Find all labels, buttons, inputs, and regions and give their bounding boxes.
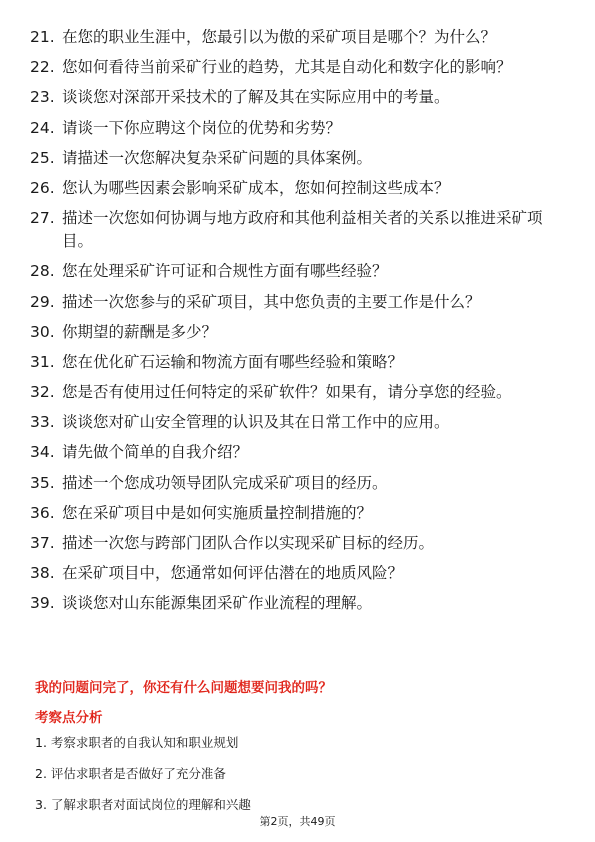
question-number: 38. bbox=[30, 564, 55, 583]
analysis-heading: 考察点分析 bbox=[35, 710, 103, 726]
question-text: 您在优化矿石运输和物流方面有哪些经验和策略？ bbox=[62, 352, 404, 371]
question-text: 你期望的薪酬是多少？ bbox=[62, 322, 218, 341]
question-text: 您是否有使用过任何特定的采矿软件？如果有，请分享您的经验。 bbox=[62, 383, 512, 402]
question-text: 谈谈您对深部开采技术的了解及其在实际应用中的考量。 bbox=[62, 88, 450, 107]
question-item bbox=[30, 472, 570, 495]
question-item bbox=[30, 117, 570, 140]
question-text: 在您的职业生涯中，您最引以为傲的采矿项目是哪个？为什么？ bbox=[62, 28, 497, 46]
question-number: 21. bbox=[30, 28, 55, 46]
question-number: 34. bbox=[30, 443, 55, 462]
question-text: 您在处理采矿许可证和合规性方面有哪些经验？ bbox=[62, 262, 388, 281]
question-text: 您在采矿项目中是如何实施质量控制措施的？ bbox=[62, 503, 373, 522]
question-item bbox=[30, 56, 570, 79]
question-text: 请先做个简单的自我介绍？ bbox=[62, 443, 249, 462]
question-number: 27. bbox=[30, 209, 55, 228]
question-text: 描述一个您成功领导团队完成采矿项目的经历。 bbox=[62, 473, 388, 492]
question-item bbox=[30, 291, 570, 314]
question-number: 29. bbox=[30, 292, 55, 311]
question-item bbox=[30, 411, 570, 434]
question-item bbox=[30, 441, 570, 464]
question-number: 36. bbox=[30, 503, 55, 522]
question-item bbox=[30, 260, 570, 283]
question-number: 37. bbox=[30, 534, 55, 552]
question-number: 32. bbox=[30, 383, 55, 402]
question-number: 31. bbox=[30, 352, 55, 371]
question-number: 24. bbox=[30, 118, 55, 137]
question-number: 28. bbox=[30, 262, 55, 281]
question-number: 26. bbox=[30, 178, 55, 197]
question-item bbox=[30, 147, 570, 170]
question-number: 35. bbox=[30, 473, 55, 492]
question-item bbox=[30, 562, 570, 585]
analysis-item: 1. 考察求职者的自我认知和职业规划 bbox=[35, 735, 239, 750]
question-item bbox=[30, 592, 570, 615]
question-number: 39. bbox=[30, 594, 55, 613]
question-number: 30. bbox=[30, 322, 55, 341]
question-number: 23. bbox=[30, 88, 55, 107]
analysis-item: 2. 评估求职者是否做好了充分准备 bbox=[35, 766, 226, 781]
question-text: 谈谈您对矿山安全管理的认识及其在日常工作中的应用。 bbox=[62, 413, 450, 432]
question-number: 22. bbox=[30, 58, 55, 77]
question-item bbox=[30, 207, 570, 253]
question-item bbox=[30, 381, 570, 404]
question-text: 描述一次您如何协调与地方政府和其他利益相关者的关系以推进采矿项目。 bbox=[62, 209, 543, 251]
question-number: 25. bbox=[30, 148, 55, 167]
question-item bbox=[30, 177, 570, 200]
question-text: 在采矿项目中，您通常如何评估潜在的地质风险？ bbox=[62, 564, 404, 583]
closing-question: 我的问题问完了，你还有什么问题想要问我的吗？ bbox=[35, 680, 332, 696]
page-footer: 第2页，共49页 bbox=[259, 815, 336, 828]
question-item bbox=[30, 321, 570, 344]
question-number: 33. bbox=[30, 413, 55, 432]
question-item bbox=[30, 86, 570, 109]
question-text: 请谈一下你应聘这个岗位的优势和劣势？ bbox=[62, 118, 342, 137]
question-item bbox=[30, 351, 570, 374]
question-text: 请描述一次您解决复杂采矿问题的具体案例。 bbox=[62, 148, 373, 167]
question-text: 描述一次您参与的采矿项目，其中您负责的主要工作是什么？ bbox=[62, 292, 481, 311]
question-item bbox=[30, 502, 570, 525]
question-text: 您如何看待当前采矿行业的趋势，尤其是自动化和数字化的影响？ bbox=[62, 58, 512, 77]
question-text: 谈谈您对山东能源集团采矿作业流程的理解。 bbox=[62, 594, 373, 613]
question-text: 描述一次您与跨部门团队合作以实现采矿目标的经历。 bbox=[62, 534, 435, 552]
question-text: 您认为哪些因素会影响采矿成本，您如何控制这些成本？ bbox=[62, 178, 450, 197]
question-list bbox=[30, 26, 570, 623]
question-item bbox=[30, 26, 570, 49]
analysis-item: 3. 了解求职者对面试岗位的理解和兴趣 bbox=[35, 797, 251, 812]
question-item bbox=[30, 532, 570, 555]
